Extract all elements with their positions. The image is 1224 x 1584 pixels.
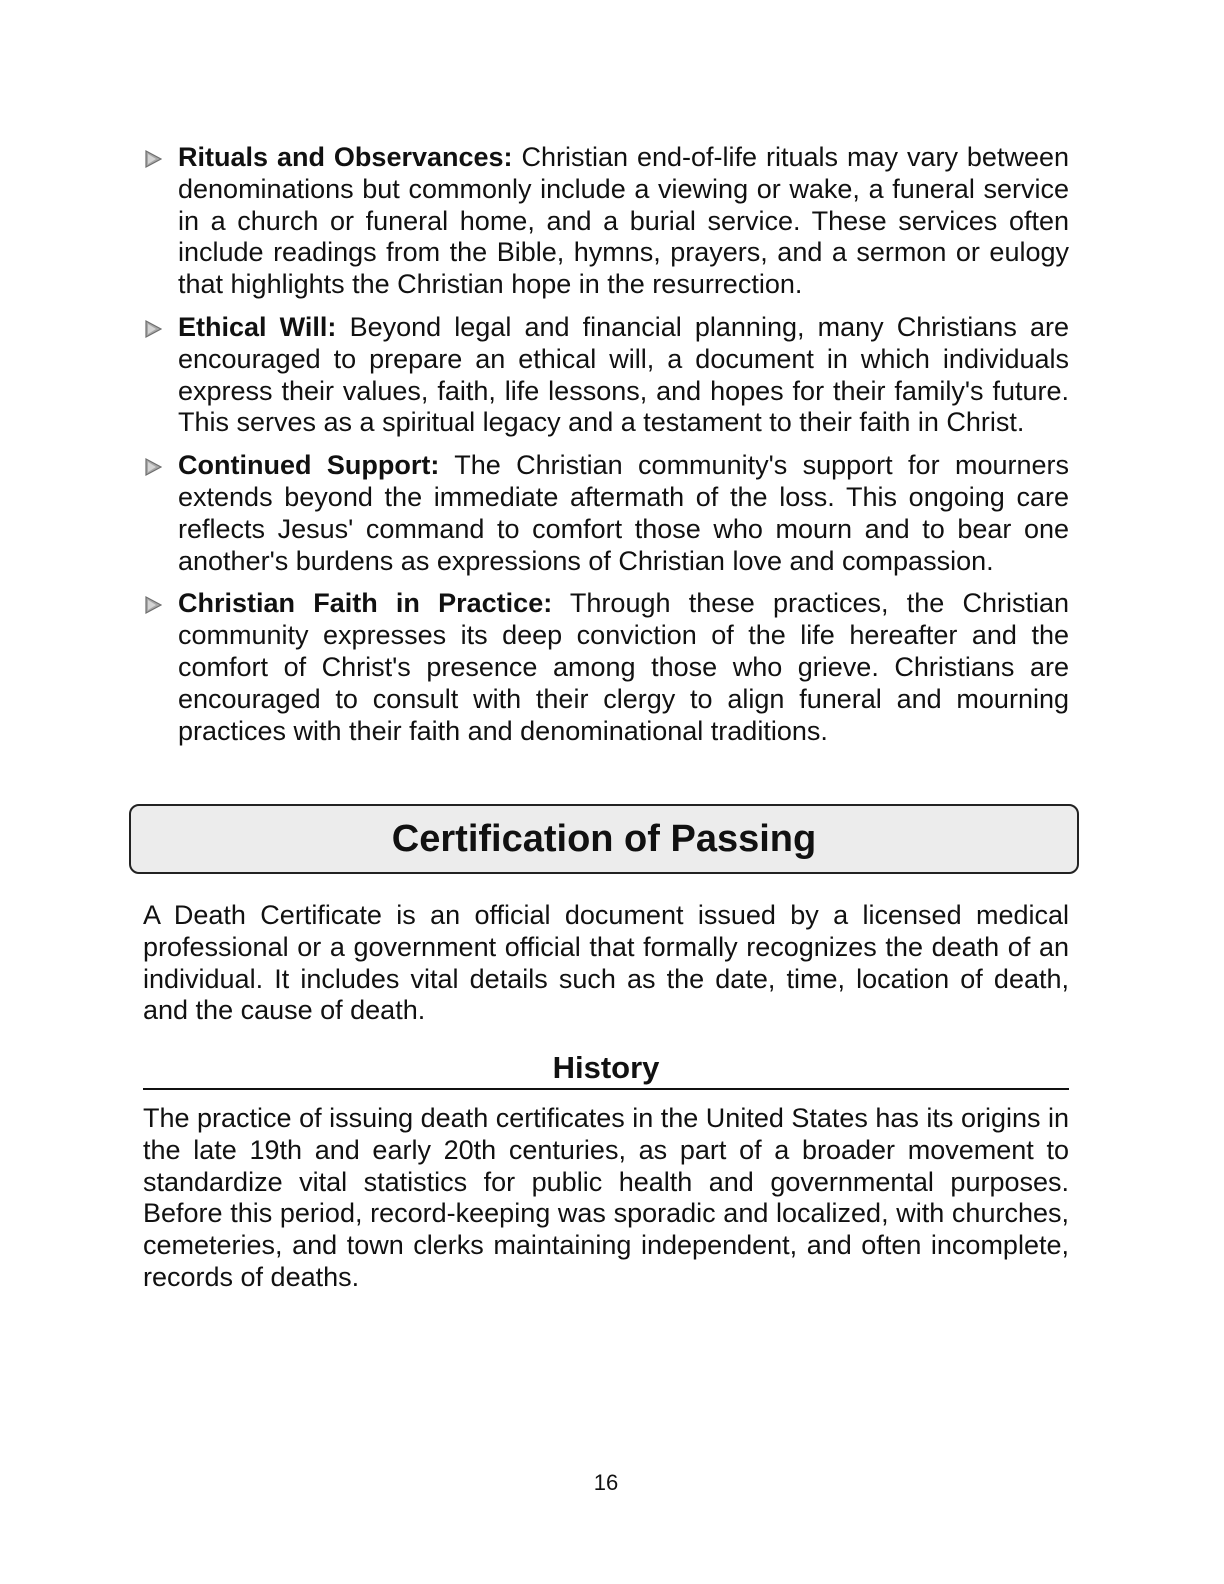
bullet-text: The Christian community's support for mourners extends beyond the immediate aftermath of the loss. This ongoing care reflects Jesus' command to comfort those who mourn and to bear one another's burdens as expressions of Christian love and compassion. <box>178 450 1069 576</box>
heading-underline-divider <box>143 1088 1069 1090</box>
bullet-item-ethical-will <box>143 312 1069 439</box>
triangle-bullet-icon <box>144 596 162 614</box>
triangle-bullet-icon <box>144 458 162 476</box>
history-heading: History <box>552 1050 660 1085</box>
bullet-text: Through these practices, the Christian community expresses its deep conviction of the life hereafter and the comfort of Christ's presence among those who grieve. Christians are encouraged to consult with their clergy to align funeral and mourning practices with their faith and denominational traditions. <box>178 588 1069 746</box>
page-number: 16 <box>593 1470 619 1495</box>
triangle-bullet-icon <box>144 150 162 168</box>
bullet-item-rituals <box>143 142 1069 301</box>
bullet-list <box>143 142 1069 758</box>
bullet-text: Christian end-of-life rituals may vary between denominations but commonly include a viewing or wake, a funeral service in a church or funeral home, and a burial service. These services often include readings from the Bible, hymns, prayers, and a sermon or eulogy that highlights the Christian hope in the resurrection. <box>178 142 1069 300</box>
bullet-term: Rituals and Observances: <box>178 142 513 172</box>
section-title: Certification of Passing <box>391 817 817 860</box>
bullet-term: Ethical Will: <box>178 311 337 342</box>
bullet-item-continued-support <box>143 450 1069 577</box>
bullet-text: Beyond legal and financial planning, many Christians are encouraged to prepare an ethical will, a document in which individuals express their values, faith, life lessons, and hopes for their family's future. This serves as a spiritual legacy and a testament to their faith in Christ. <box>178 311 1069 438</box>
bullet-item-faith-in-practice <box>143 588 1069 747</box>
section-title-box <box>129 804 1079 874</box>
bullet-term: Christian Faith in Practice: <box>178 588 553 619</box>
bullet-term: Continued Support: <box>178 450 440 481</box>
triangle-bullet-icon <box>144 320 162 338</box>
history-paragraph: The practice of issuing death certificates in the United States has its origins in the late 19th and early 20th centuries, as part of a broader movement to standardize vital statistics for public health and governmental purposes. Before this period, record-keeping was sporadic and localized, with churches, cemeteries, and town clerks maintaining independent, and often incomplete, records of deaths. <box>143 1103 1069 1292</box>
section-intro-paragraph: A Death Certificate is an official document issued by a licensed medical professional or a government official that formally recognizes the death of an individual. It includes vital details such as the date, time, location of death, and the cause of death. <box>143 900 1069 1026</box>
